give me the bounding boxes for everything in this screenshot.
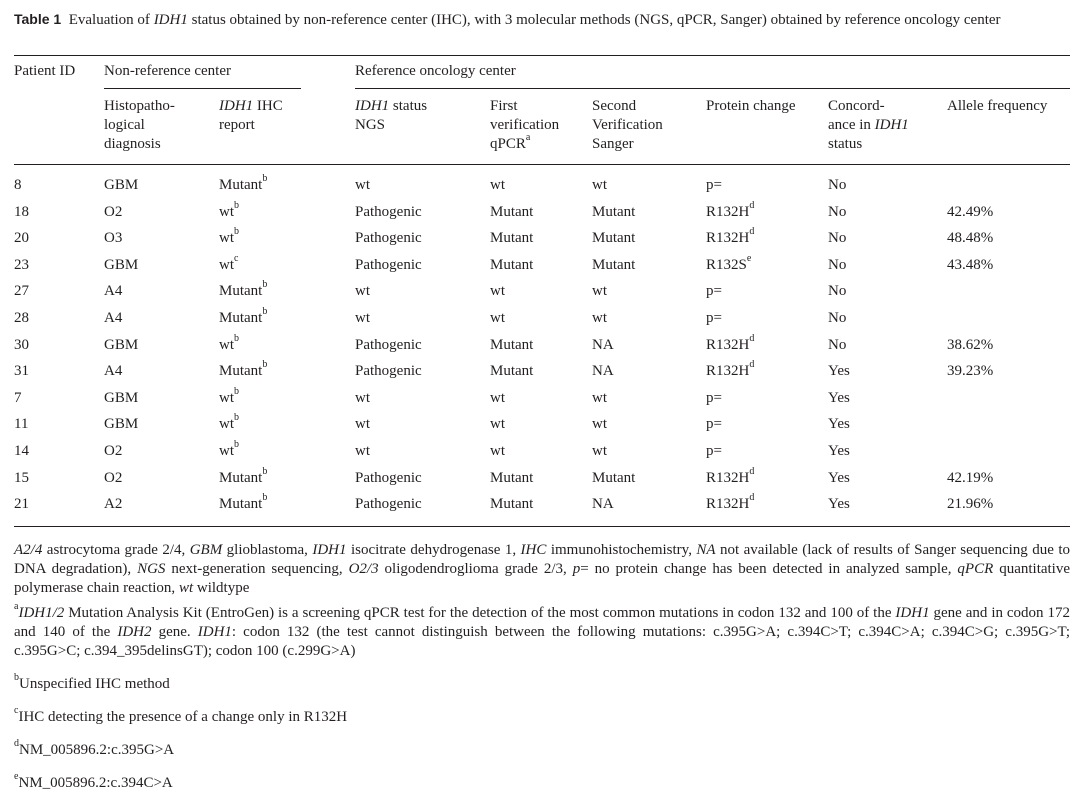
cell-protein: R132H — [706, 203, 750, 220]
abbrev-definition: not available (lack of results of Sanger sequencing due to DNA degradation), — [14, 542, 1070, 577]
table-row — [14, 332, 1070, 363]
footnote-marker: b — [262, 306, 268, 317]
cell-diag: GBM — [104, 416, 139, 433]
cell-allele: 21.96% — [947, 496, 994, 513]
ref-group-rule — [355, 88, 1070, 89]
cell-diag: GBM — [104, 256, 139, 273]
cell-id: 23 — [14, 256, 29, 273]
abbrev-term: p — [572, 561, 581, 577]
abbrev-definition: isocitrate dehydrogenase 1, — [346, 542, 521, 558]
cell-qpcr: Mutant — [490, 469, 534, 486]
cell-concord: No — [828, 230, 847, 247]
cell-id: 28 — [14, 310, 29, 326]
abbrev-term: IDH1 — [312, 542, 347, 558]
table-caption: Table 1 Evaluation of IDH1 status obtained by non-reference center (IHC), with 3 molecular methods (NGS, qPCR, Sanger) obtained by reference oncology center — [14, 11, 1001, 28]
cell-protein: R132H — [706, 496, 750, 513]
header-histo: Histopatho- logical diagnosis — [104, 98, 175, 152]
abbrev-definition: = no protein change has been detected in analyzed sample, — [580, 561, 958, 577]
abbrev-term: IHC — [520, 542, 547, 558]
cell-id: 27 — [14, 283, 29, 300]
cell-ngs: wt — [355, 177, 370, 193]
abbrev-definition: oligodendroglioma grade 2/3, — [378, 561, 573, 577]
cell-qpcr: Mutant — [490, 203, 534, 220]
cell-diag: GBM — [104, 389, 139, 406]
cell-id: 18 — [14, 203, 29, 220]
abbrev-definition: quantitative polymerase chain reaction, — [14, 561, 1071, 596]
cell-id: 7 — [14, 389, 22, 406]
footnote-marker: b — [262, 359, 268, 371]
footnote-marker: d — [749, 332, 755, 344]
cell-sanger: wt — [592, 416, 607, 433]
table-row — [14, 439, 1070, 469]
cell-concord: Yes — [828, 469, 850, 486]
cell-sanger: wt — [592, 443, 607, 459]
cell-sanger: NA — [592, 363, 614, 380]
cell-qpcr: wt — [490, 177, 505, 193]
cell-protein: R132S — [706, 256, 747, 273]
abbrev-term: NGS — [137, 561, 166, 577]
cell-qpcr: Mutant — [490, 230, 534, 247]
footnote-marker: b — [234, 226, 239, 238]
abbrev-term: GBM — [189, 542, 223, 558]
cell-diag: O2 — [104, 443, 123, 459]
cell-ngs: Pathogenic — [355, 496, 422, 513]
cell-concord: No — [828, 336, 847, 353]
cell-concord: Yes — [828, 363, 850, 380]
cell-sanger: wt — [592, 177, 607, 193]
footnote-marker: c — [234, 252, 239, 264]
cell-id: 20 — [14, 230, 29, 247]
table-row — [14, 173, 1070, 203]
footnote-marker: b — [262, 465, 268, 477]
cell-diag: O2 — [104, 203, 123, 220]
header-group-nonref: Non-reference center — [104, 63, 231, 79]
table-page — [14, 0, 1071, 791]
cell-ihc: wt — [219, 203, 234, 220]
cell-diag: A4 — [104, 283, 123, 300]
header-group-ref: Reference oncology center — [355, 63, 516, 79]
abbrev-term: qPCR — [957, 561, 994, 577]
cell-ngs: Pathogenic — [355, 469, 422, 486]
cell-sanger: Mutant — [592, 203, 636, 220]
cell-concord: No — [828, 203, 847, 220]
cell-ihc: Mutant — [219, 310, 263, 326]
cell-protein: R132H — [706, 363, 750, 380]
cell-ngs: wt — [355, 389, 370, 406]
abbrev-term: O2/3 — [348, 561, 379, 577]
cell-sanger: Mutant — [592, 230, 636, 247]
footnote-marker: b — [262, 279, 268, 291]
table-row — [14, 252, 1070, 283]
header-sanger: Second Verification Sanger — [592, 98, 663, 152]
table-row — [14, 279, 1070, 309]
cell-qpcr: Mutant — [490, 496, 534, 513]
cell-qpcr: wt — [490, 283, 505, 300]
cell-ihc: Mutant — [219, 496, 263, 513]
abbrev-definition: wildtype — [193, 580, 250, 596]
footnote-marker: d — [749, 492, 755, 504]
abbrev-definition: immunohistochemistry, — [546, 542, 697, 558]
cell-sanger: NA — [592, 496, 614, 513]
cell-qpcr: wt — [490, 416, 505, 433]
header-bottom-rule — [14, 164, 1070, 165]
cell-qpcr: wt — [490, 389, 505, 406]
footnote-marker: d — [749, 199, 755, 211]
abbrev-term: NA — [696, 542, 716, 558]
cell-protein: p= — [706, 443, 722, 459]
cell-ngs: Pathogenic — [355, 256, 422, 273]
footnote-marker: e — [746, 252, 752, 264]
cell-qpcr: Mutant — [490, 336, 534, 353]
table-notes — [14, 541, 1070, 793]
table-row — [14, 385, 1070, 416]
cell-protein: R132H — [706, 230, 750, 247]
footnote-marker: b — [262, 492, 268, 504]
footnote-marker: b — [234, 412, 239, 424]
cell-diag: A4 — [104, 363, 123, 380]
cell-protein: p= — [706, 416, 722, 433]
cell-ihc: Mutant — [219, 177, 263, 193]
abbrev-definition: glioblastoma, — [222, 542, 313, 558]
footnote-marker: b — [234, 332, 239, 344]
cell-concord: No — [828, 310, 847, 326]
footnote-marker: d — [749, 359, 755, 371]
abbrev-term: wt — [178, 580, 194, 596]
nonref-group-rule — [104, 88, 301, 89]
cell-id: 21 — [14, 496, 29, 513]
cell-id: 14 — [14, 443, 29, 459]
cell-allele: 42.49% — [947, 203, 994, 220]
cell-ihc: wt — [219, 416, 234, 433]
footnote-marker: b — [234, 385, 239, 397]
cell-diag: A2 — [104, 496, 123, 513]
cell-id: 15 — [14, 469, 29, 486]
cell-concord: No — [828, 283, 847, 300]
cell-ngs: Pathogenic — [355, 363, 422, 380]
cell-allele: 42.19% — [947, 469, 994, 486]
cell-id: 8 — [14, 177, 22, 193]
footnote-marker: d — [749, 226, 755, 238]
footnote-marker: b — [262, 173, 268, 184]
footnote-a: $^a$IDH1/2 Mutation Analysis Kit (EntroGen) is a screening qPCR test for the detection of the most common mutations in codon 132 and 100 of the IDH1 gene and in codon 172 and 140 of the IDH2 gene. IDH1: codon 132 (the test cannot distinguish between the following mutations: c.395G>A; c.394C>T; c.394C>A; c.394C>G; c.395G>T; c.395G>C; c.394_395delinsGT); codon 100 (c.299G>A) — [14, 601, 1070, 659]
header-qpcr: First verification qPCR$^a$ — [490, 98, 560, 152]
cell-protein: p= — [706, 283, 722, 300]
footnote-e: $^e$NM_005896.2:c.394C>A — [14, 771, 173, 791]
cell-ngs: wt — [355, 443, 370, 459]
header-protein: Protein change — [706, 98, 796, 114]
cell-qpcr: Mutant — [490, 256, 534, 273]
header-ngs: IDH1 status NGS — [355, 98, 428, 133]
cell-id: 31 — [14, 363, 29, 380]
cell-allele: 48.48% — [947, 230, 994, 247]
cell-concord: No — [828, 177, 847, 193]
cell-id: 11 — [14, 416, 29, 433]
header-ihc: IDH1 IHC report — [219, 98, 283, 133]
cell-ngs: Pathogenic — [355, 230, 422, 247]
cell-ihc: Mutant — [219, 363, 263, 380]
cell-ngs: Pathogenic — [355, 203, 422, 220]
cell-qpcr: wt — [490, 310, 505, 326]
header-patient-id: Patient ID — [14, 63, 76, 79]
table-row — [14, 492, 1070, 522]
table-top-rule — [14, 55, 1070, 56]
cell-protein: p= — [706, 389, 722, 406]
cell-concord: No — [828, 256, 847, 273]
cell-ihc: wt — [219, 256, 234, 273]
table-row — [14, 199, 1070, 230]
cell-diag: O3 — [104, 230, 123, 247]
cell-sanger: Mutant — [592, 256, 636, 273]
table-row — [14, 412, 1070, 442]
cell-ihc: wt — [219, 389, 234, 406]
footnote-b: $^b$Unspecified IHC method — [14, 672, 170, 692]
cell-sanger: wt — [592, 283, 607, 300]
header-concord: Concord- ance in IDH1 status — [828, 98, 909, 152]
abbreviations-note — [14, 541, 1070, 598]
cell-protein: R132H — [706, 336, 750, 353]
footnote-marker: b — [234, 439, 239, 450]
cell-concord: Yes — [828, 416, 850, 433]
cell-ihc: wt — [219, 336, 234, 353]
cell-ngs: Pathogenic — [355, 336, 422, 353]
cell-allele: 38.62% — [947, 336, 994, 353]
cell-sanger: NA — [592, 336, 614, 353]
cell-sanger: wt — [592, 310, 607, 326]
cell-protein: R132H — [706, 469, 750, 486]
footnote-marker: d — [749, 465, 755, 477]
cell-sanger: Mutant — [592, 469, 636, 486]
cell-allele: 39.23% — [947, 363, 994, 380]
table-row — [14, 226, 1070, 256]
cell-concord: Yes — [828, 443, 850, 459]
cell-diag: A4 — [104, 310, 123, 326]
cell-qpcr: wt — [490, 443, 505, 459]
cell-ngs: wt — [355, 416, 370, 433]
cell-concord: Yes — [828, 496, 850, 513]
cell-diag: O2 — [104, 469, 123, 486]
abbrev-term: A2/4 — [14, 542, 43, 558]
cell-protein: p= — [706, 310, 722, 326]
table-bottom-rule — [14, 526, 1070, 527]
table-row — [14, 359, 1070, 389]
table-label: Table 1 — [14, 11, 62, 27]
cell-ihc: Mutant — [219, 469, 263, 486]
abbrev-definition: next-generation sequencing, — [165, 561, 349, 577]
table-row — [14, 306, 1070, 336]
cell-diag: GBM — [104, 177, 139, 193]
cell-id: 30 — [14, 336, 29, 353]
abbrev-definition: astrocytoma grade 2/4, — [42, 542, 190, 558]
cell-ngs: wt — [355, 283, 370, 300]
cell-diag: GBM — [104, 336, 139, 353]
cell-qpcr: Mutant — [490, 363, 534, 380]
cell-ihc: wt — [219, 230, 234, 247]
footnote-c: $^c$IHC detecting the presence of a change only in R132H — [14, 705, 348, 725]
cell-ngs: wt — [355, 310, 370, 326]
cell-concord: Yes — [828, 389, 850, 406]
cell-sanger: wt — [592, 389, 607, 406]
cell-protein: p= — [706, 177, 722, 193]
footnote-d: $^d$NM_005896.2:c.395G>A — [14, 738, 175, 758]
cell-allele: 43.48% — [947, 256, 994, 273]
cell-ihc: Mutant — [219, 283, 263, 300]
table-row — [14, 465, 1070, 496]
header-allele: Allele frequency — [947, 98, 1048, 114]
cell-ihc: wt — [219, 443, 234, 459]
footnote-marker: b — [234, 199, 239, 211]
